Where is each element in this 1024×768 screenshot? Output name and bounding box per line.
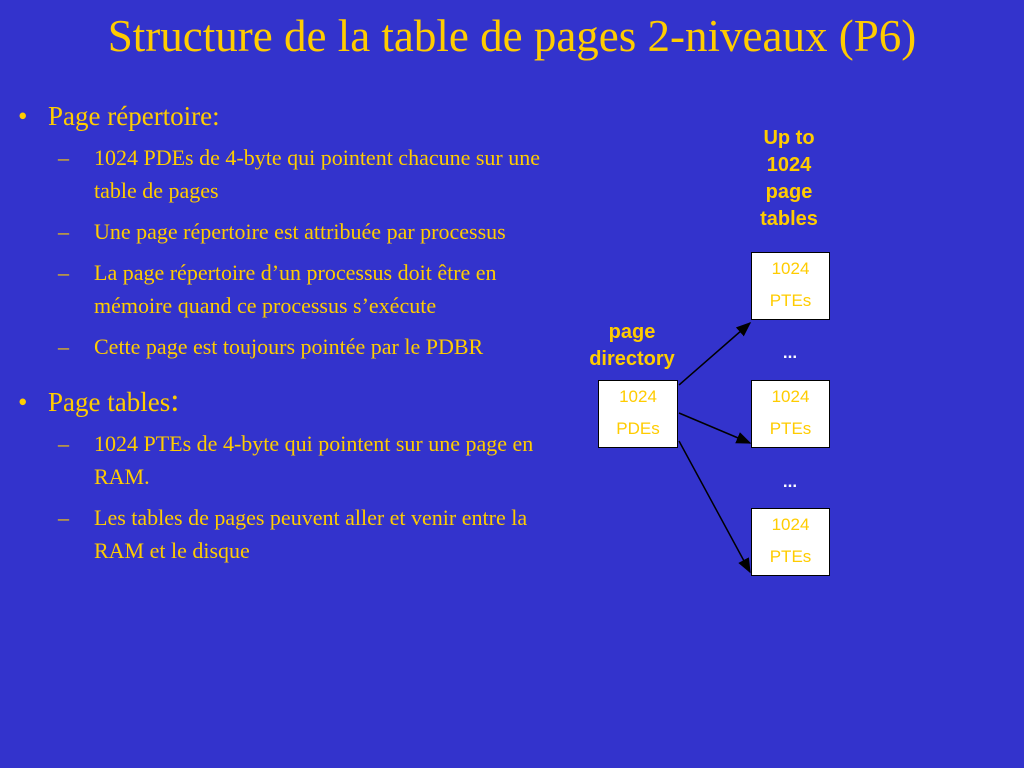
sub-bullet-list xyxy=(18,427,548,567)
page-table-diagram xyxy=(560,110,860,610)
page-directory-box: 1024 PDEs xyxy=(598,380,678,448)
sub-bullet: – 1024 PDEs de 4-byte qui pointent chacune sur une table de pages xyxy=(18,141,548,207)
arrow-to-table-3 xyxy=(679,441,750,572)
ellipsis: ... xyxy=(782,343,798,362)
sub-bullet: – 1024 PTEs de 4-byte qui pointent sur une page en RAM. xyxy=(18,427,548,493)
bullet-page-directory xyxy=(18,99,548,133)
page-table-box: 1024 PTEs xyxy=(751,380,830,448)
bullet-content xyxy=(18,99,548,575)
ellipsis: ... xyxy=(782,472,798,491)
bullet-page-tables xyxy=(18,385,548,419)
sub-bullet: – La page répertoire d’un processus doit être en mémoire quand ce processus s’exécute xyxy=(18,256,548,322)
page-directory-label: page directory xyxy=(589,321,675,370)
slide-title: Structure de la table de pages 2-niveaux (P6) xyxy=(107,11,917,61)
sub-bullet: – Les tables de pages peuvent aller et venir entre la RAM et le disque xyxy=(18,501,548,567)
up-to-1024-label: Up to 1024 page tables xyxy=(760,127,818,230)
arrow-to-table-2 xyxy=(679,413,750,443)
sub-bullet: – Cette page est toujours pointée par le PDBR xyxy=(18,330,548,363)
page-table-box: 1024 PTEs xyxy=(751,508,830,576)
sub-bullet: – Une page répertoire est attribuée par processus xyxy=(18,215,548,248)
bullet-label: Page tables xyxy=(48,387,171,417)
sub-bullet-list xyxy=(18,141,548,363)
bullet-label: Page répertoire: xyxy=(48,101,220,131)
bullet-colon: : xyxy=(170,383,180,419)
page-table-box: 1024 PTEs xyxy=(751,252,830,320)
